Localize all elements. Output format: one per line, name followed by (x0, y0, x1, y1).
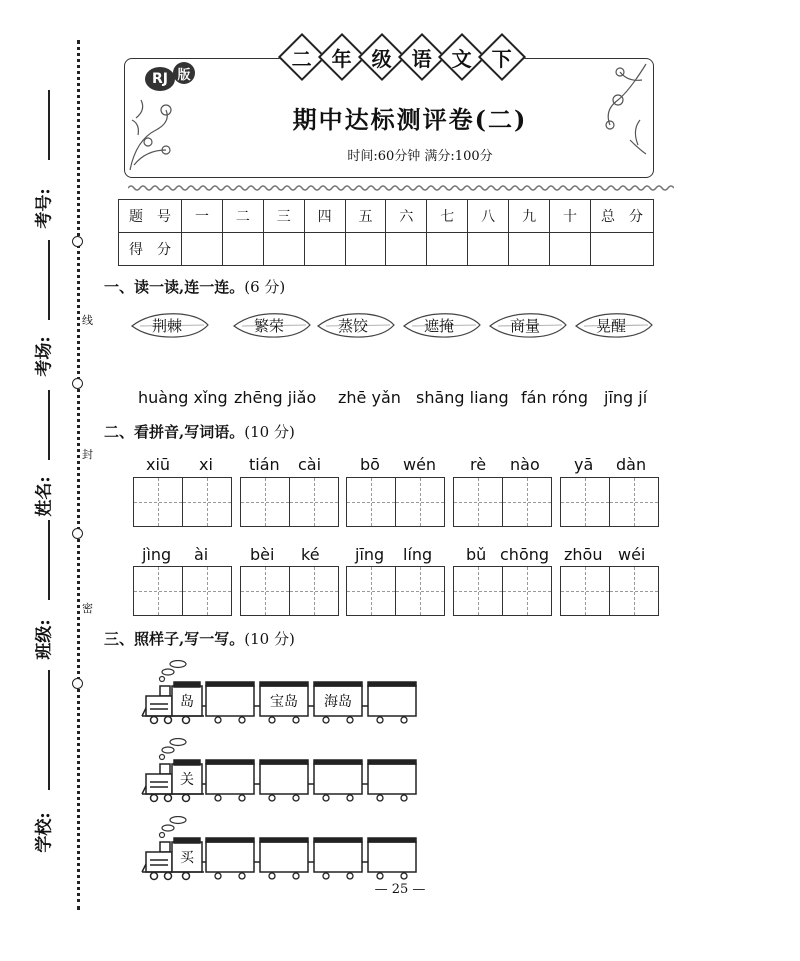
pinyin-syllable: bō (360, 455, 380, 474)
word-leaf[interactable] (232, 310, 312, 340)
seal-char-line: 线 (82, 314, 93, 327)
table-cell: 四 (304, 200, 345, 233)
pinyin-syllable: jìng (142, 545, 172, 564)
binding-hole (72, 378, 83, 389)
word-text: 晃醒 (595, 316, 626, 335)
pinyin-syllable: xi (199, 455, 213, 474)
wagon-boxes (202, 682, 416, 716)
train-diagram (140, 660, 430, 726)
label-exam-number: 考号: (34, 188, 55, 229)
score-table (118, 199, 654, 266)
exam-time-info: 时间:60分钟 满分:100分 (347, 149, 493, 164)
pinyin-option[interactable]: jīng jí (604, 388, 648, 407)
edition-badge: RJ (145, 67, 175, 91)
steam-puffs-icon (160, 739, 187, 760)
section2-heading: 二、看拼音,写词语。(10 分) (104, 423, 295, 441)
score-input-cell[interactable] (182, 233, 223, 266)
pinyin-syllable: ài (194, 545, 209, 564)
table-cell: 一 (182, 200, 223, 233)
table-cell: 二 (222, 200, 263, 233)
writing-grid[interactable] (133, 566, 232, 616)
score-input-cell[interactable] (468, 233, 509, 266)
pinyin-syllable: rè (470, 455, 487, 474)
score-input-cell[interactable] (550, 233, 591, 266)
banner-char: 二 (278, 33, 326, 81)
word-text: 商量 (509, 316, 540, 335)
table-cell: 八 (468, 200, 509, 233)
wavy-divider (128, 184, 674, 192)
binding-hole (72, 528, 83, 539)
writing-grid[interactable] (240, 566, 339, 616)
score-input-cell[interactable] (386, 233, 427, 266)
table-cell: 七 (427, 200, 468, 233)
writing-grid[interactable] (560, 477, 659, 527)
writing-grid[interactable] (346, 477, 445, 527)
class-field[interactable] (48, 520, 50, 600)
steam-puffs-icon (160, 661, 187, 682)
pinyin-syllable: bǔ (466, 545, 487, 564)
grade-banner (285, 40, 519, 74)
locomotive-icon (142, 838, 204, 872)
pinyin-option[interactable]: zhē yǎn (338, 388, 401, 407)
edition-suffix: 版 (173, 62, 195, 84)
word-text: 蒸饺 (337, 316, 368, 335)
pinyin-option[interactable]: huàng xǐng (138, 388, 228, 407)
table-cell: 题 号 (119, 200, 182, 233)
writing-grid[interactable] (560, 566, 659, 616)
banner-char: 年 (318, 33, 366, 81)
engine-char: 买 (180, 850, 194, 866)
section1-heading: 一、读一读,连一连。(6 分) (104, 278, 286, 296)
binding-hole (72, 678, 83, 689)
table-cell: 十 (550, 200, 591, 233)
pinyin-syllable: wéi (618, 545, 646, 564)
word-leaf[interactable] (130, 310, 210, 340)
pinyin-option[interactable]: shāng liang (416, 388, 509, 407)
wagon-boxes (202, 760, 416, 794)
wagon-boxes (202, 838, 416, 872)
writing-grid[interactable] (240, 477, 339, 527)
banner-char: 语 (398, 33, 446, 81)
table-cell: 三 (263, 200, 304, 233)
table-cell: 五 (345, 200, 386, 233)
page-number: — 25 — (374, 882, 426, 897)
score-input-cell[interactable] (222, 233, 263, 266)
table-cell: 得 分 (119, 233, 182, 266)
score-input-cell[interactable] (304, 233, 345, 266)
pinyin-syllable: xiū (146, 455, 171, 474)
label-class: 班级: (34, 619, 55, 660)
score-input-cell[interactable] (345, 233, 386, 266)
pinyin-syllable: bèi (250, 545, 275, 564)
table-cell: 六 (386, 200, 427, 233)
pinyin-syllable: yā (574, 455, 594, 474)
table-cell: 总 分 (591, 200, 654, 233)
word-leaf[interactable] (574, 310, 654, 340)
score-input-cell[interactable] (263, 233, 304, 266)
pinyin-syllable: nào (510, 455, 540, 474)
school-field[interactable] (48, 670, 50, 790)
page-title: 期中达标测评卷(二) (292, 105, 528, 134)
word-leaf[interactable] (488, 310, 568, 340)
writing-grid[interactable] (453, 477, 552, 527)
train-exercise[interactable] (140, 816, 430, 882)
cut-line (77, 40, 80, 910)
banner-char: 下 (478, 33, 526, 81)
train-exercise[interactable] (140, 738, 430, 804)
engine-char: 关 (180, 772, 194, 788)
label-exam-room: 考场: (34, 336, 55, 377)
pinyin-syllable: zhōu (564, 545, 603, 564)
exam-room-field[interactable] (48, 240, 50, 320)
binding-hole (72, 236, 83, 247)
steam-puffs-icon (160, 817, 187, 838)
pinyin-syllable: jīng (355, 545, 385, 564)
score-input-cell[interactable] (427, 233, 468, 266)
word-text: 繁荣 (253, 316, 284, 335)
pinyin-option[interactable]: zhēng jiǎo (234, 388, 317, 407)
pinyin-syllable: ké (301, 545, 320, 564)
pinyin-syllable: cài (298, 455, 322, 474)
score-input-cell[interactable] (509, 233, 550, 266)
engine-char: 岛 (180, 694, 194, 710)
name-field[interactable] (48, 390, 50, 460)
writing-grid[interactable] (346, 566, 445, 616)
pinyin-option[interactable]: fán róng (521, 388, 588, 407)
pinyin-syllable: wén (403, 455, 437, 474)
pinyin-syllable: dàn (616, 455, 647, 474)
banner-char: 文 (438, 33, 486, 81)
label-school: 学校: (34, 812, 55, 853)
seal-char-seal: 封 (82, 448, 93, 461)
wagon-word: 海岛 (324, 694, 352, 710)
word-leaf[interactable] (402, 310, 482, 340)
wagon-word: 宝岛 (270, 694, 298, 710)
word-text: 遮掩 (423, 316, 454, 335)
seal-char-secret: 密 (82, 602, 93, 615)
writing-grid[interactable] (453, 566, 552, 616)
table-row (119, 233, 654, 266)
word-text: 荆棘 (151, 316, 182, 335)
word-leaf[interactable] (316, 310, 396, 340)
banner-char: 级 (358, 33, 406, 81)
locomotive-icon (142, 682, 204, 716)
table-row (119, 200, 654, 233)
score-input-cell[interactable] (591, 233, 654, 266)
pinyin-syllable: tián (249, 455, 280, 474)
label-name: 姓名: (34, 476, 55, 517)
writing-grid[interactable] (133, 477, 232, 527)
locomotive-icon (142, 760, 204, 794)
table-cell: 九 (509, 200, 550, 233)
pinyin-syllable: chōng (500, 545, 550, 564)
pinyin-syllable: líng (403, 545, 433, 564)
section3-heading: 三、照样子,写一写。(10 分) (104, 630, 295, 648)
